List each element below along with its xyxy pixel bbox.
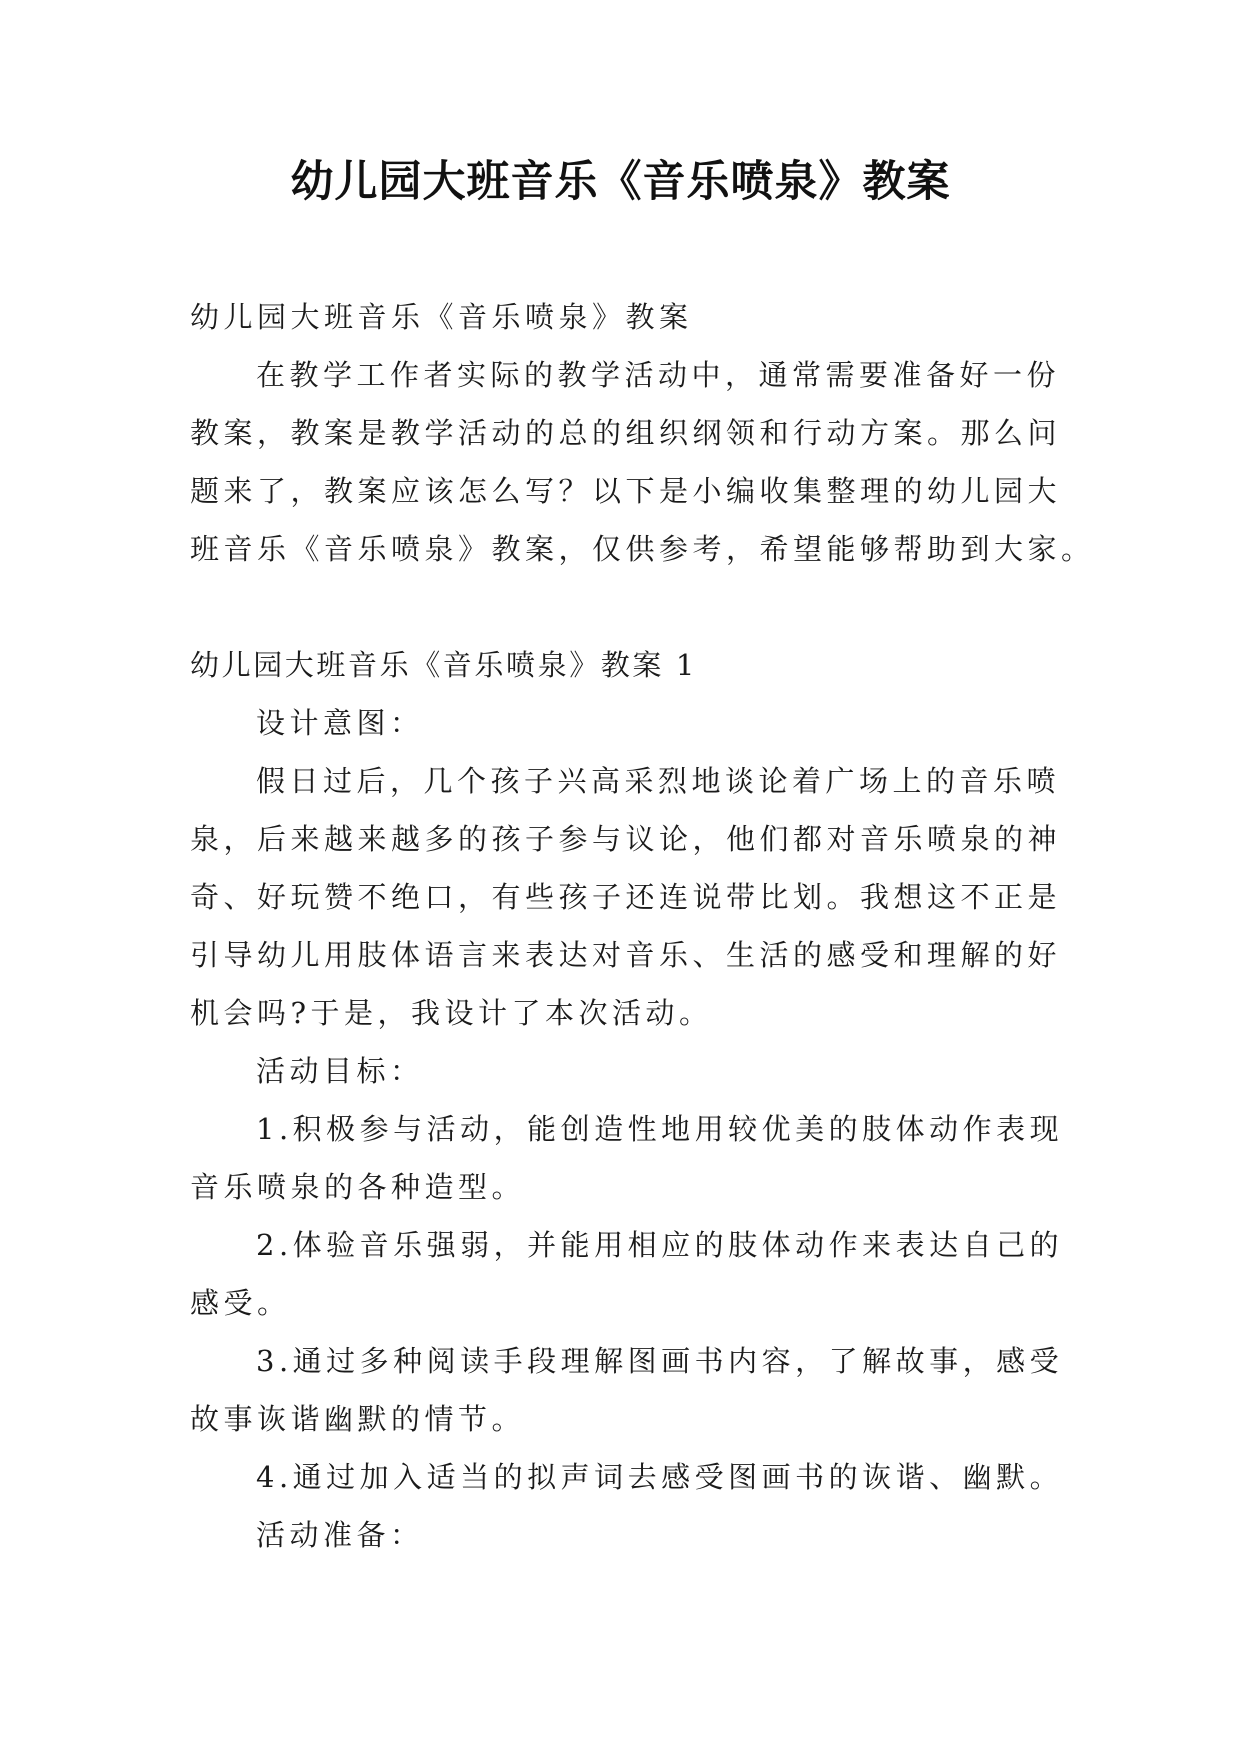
intro-line: 题来了，教案应该怎么写？以下是小编收集整理的幼儿园大: [190, 474, 1062, 508]
intro-line: 在教学工作者实际的教学活动中，通常需要准备好一份: [256, 358, 1061, 392]
design-intent-label: 设计意图：: [256, 706, 424, 740]
goals-label: 活动目标：: [256, 1054, 424, 1088]
intro-line: 班音乐《音乐喷泉》教案，仅供参考，希望能够帮助到大家。: [190, 532, 1095, 566]
design-intent-line: 泉，后来越来越多的孩子参与议论，他们都对音乐喷泉的神: [190, 822, 1062, 856]
intro-subtitle: 幼儿园大班音乐《音乐喷泉》教案: [190, 300, 693, 334]
goal-item-3: 3.通过多种阅读手段理解图画书内容，了解故事，感受: [256, 1344, 1064, 1378]
document-title: 幼儿园大班音乐《音乐喷泉》教案: [290, 157, 951, 207]
goal-item-1-cont: 音乐喷泉的各种造型。: [190, 1170, 526, 1204]
document-body: [190, 288, 1095, 1564]
preparation-label: 活动准备：: [256, 1518, 424, 1552]
goal-item-2-cont: 感受。: [190, 1286, 291, 1320]
section-heading: 幼儿园大班音乐《音乐喷泉》教案 1: [190, 648, 697, 682]
design-intent-line: 机会吗?于是，我设计了本次活动。: [190, 996, 713, 1030]
paragraph-gap: [190, 578, 1054, 636]
design-intent-line: 引导幼儿用肢体语言来表达对音乐、生活的感受和理解的好: [190, 938, 1062, 972]
goal-item-4: 4.通过加入适当的拟声词去感受图画书的诙谐、幽默。: [256, 1460, 1064, 1494]
intro-line: 教案，教案是教学活动的总的组织纲领和行动方案。那么问: [190, 416, 1062, 450]
goal-item-1: 1.积极参与活动，能创造性地用较优美的肢体动作表现: [256, 1112, 1064, 1146]
goal-item-3-cont: 故事诙谐幽默的情节。: [190, 1402, 526, 1436]
design-intent-line: 奇、好玩赞不绝口，有些孩子还连说带比划。我想这不正是: [190, 880, 1062, 914]
design-intent-line: 假日过后，几个孩子兴高采烈地谈论着广场上的音乐喷: [256, 764, 1061, 798]
goal-item-2: 2.体验音乐强弱，并能用相应的肢体动作来表达自己的: [256, 1228, 1064, 1262]
